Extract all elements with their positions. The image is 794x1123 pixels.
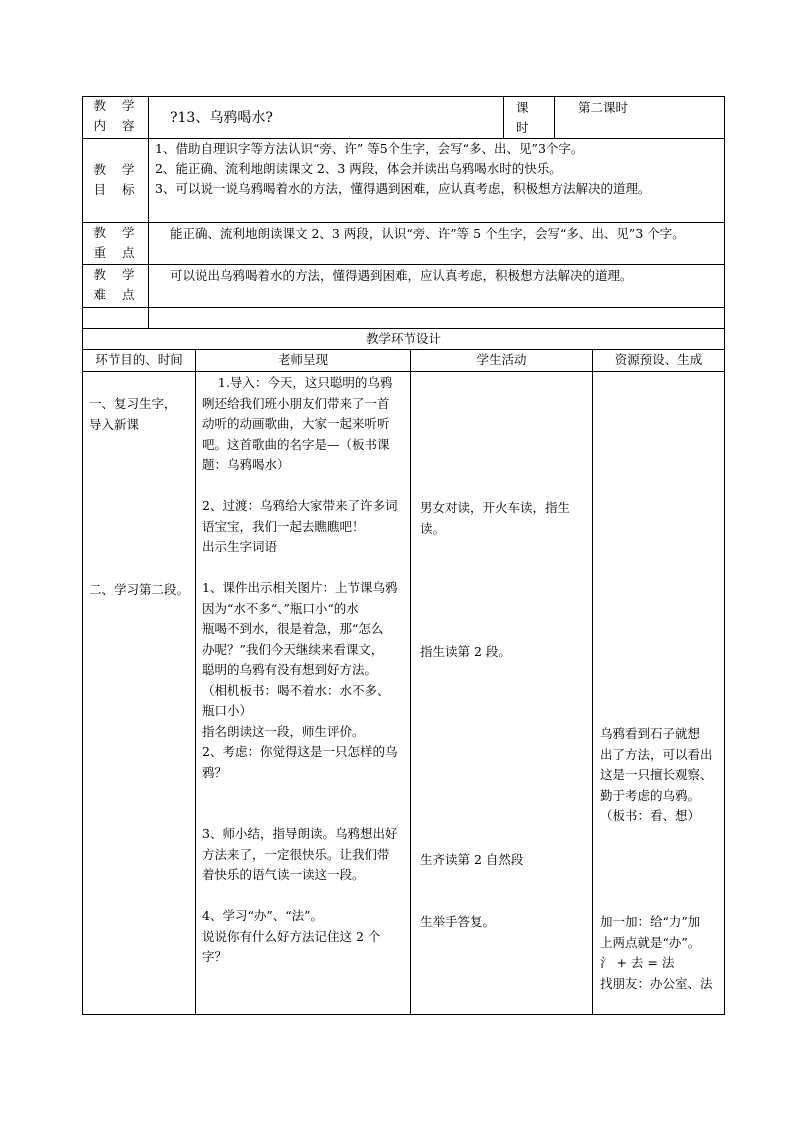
teacher-line: 语宝宝，我们一起去瞧瞧吧！ (202, 518, 365, 534)
key-points-label: 教 学 重 点 (93, 225, 141, 260)
teacher-line (202, 886, 397, 907)
teacher-line: 吧。这首歌曲的名字是—（板书课 (202, 436, 390, 452)
teacher-line (202, 476, 397, 497)
teacher-line: 出示生字词语 (202, 539, 278, 554)
teacher-line: 1、课件出示相关图片：上节课乌鸦 (202, 580, 398, 595)
teacher-line: 瓶口小） (202, 703, 253, 718)
teacher-line: 瓶喝不到水，很是着急，那“怎么 (202, 621, 384, 636)
student-activity-2: 指生读第 2 段。 (420, 644, 511, 659)
student-activity-4: 生举手答复。 (420, 914, 496, 929)
column-header-stage: 环节目的、时间 (95, 352, 183, 367)
teacher-line (202, 804, 397, 825)
teacher-line: 咧还给我们班小朋友们带来了一首 (202, 395, 390, 411)
teacher-line: 题：乌鸦喝水） (202, 457, 290, 472)
goal-line: 2、能正确、流利地朗读课文 2、3 两段，体会并读出乌鸦喝水时的快乐。 (155, 161, 562, 176)
teacher-line: 2、考虑：你觉得这是一只怎样的乌 (202, 744, 398, 759)
goal-line: 1、借助自理识字等方法认识“旁、许” 等5个生字，会写“多、出、见”3个字。 (155, 141, 584, 156)
student-activity-1: 男女对读，开火车读，指生 读。 (420, 500, 571, 536)
teacher-line: 3、师小结，指导朗读。乌鸦想出好 (202, 826, 398, 841)
teacher-line: 1.导入：今天，这只聪明的乌鸦 (202, 375, 393, 390)
teacher-line: 字？ (202, 949, 228, 964)
difficulties-text: 可以说出乌鸦喝着水的方法，懂得遇到困难，应认真考虑，积极想方法解决的道理。 (170, 268, 633, 283)
period-value: 第二课时 (578, 100, 629, 115)
design-section-title: 教学环节设计 (365, 331, 441, 346)
student-activity-3: 生齐读第 2 自然段 (420, 852, 524, 867)
teacher-line: 办呢？”我们今天继续来看课文， (202, 641, 384, 657)
goals-text (155, 139, 650, 199)
column-header-teacher: 老师呈现 (277, 352, 328, 367)
teacher-line: 动听的动画歌曲，大家一起来听听 (202, 416, 390, 431)
teacher-line: 指名朗读这一段，师生评价。 (202, 723, 365, 739)
resource-note-1: 乌鸦看到石子就想 出了方法，可以看出 这是一只擅长观察、 勤于考虑的乌鸦。 （板书：看、想） (600, 726, 713, 823)
resource-note-2: 加一加：给“力”加 上两点就是“办”。 氵 + 去 = 法 找朋友：办公室、法 (600, 914, 713, 991)
goal-line: 3、可以说一说乌鸦喝着水的方法，懂得遇到困难，应认真考虑，积极想方法解决的道理。 (155, 181, 651, 196)
stage-2: 二、学习第二段。 (89, 582, 190, 597)
teacher-line: 4、学习“办”、“法”。 (202, 908, 324, 923)
teacher-line: （相机板书：喝不着水：水不多、 (202, 682, 390, 698)
stage-1: 一、复习生字， 导入新课 (89, 396, 177, 432)
teacher-line (202, 783, 397, 804)
teacher-line: 鸦？ (202, 764, 228, 780)
key-points-text: 能正确、流利地朗读课文 2、3 两段，认识“旁、许”等 5 个生字，会写“多、出、见”3 个字。 (170, 226, 685, 241)
teacher-line: 说说你有什么好方法记住这 2 个 (202, 928, 381, 944)
column-header-resource: 资源预设、生成 (614, 352, 703, 367)
period-label-top: 课 (516, 100, 529, 115)
teacher-line: 因为“水不多“、”瓶口小“的水 (202, 600, 359, 616)
teacher-presentation (202, 373, 397, 968)
teacher-line: 方法来了，一定很快乐。让我们带 (202, 846, 390, 862)
teacher-line (202, 558, 397, 579)
difficulties-label: 教 学 难 点 (93, 267, 141, 302)
column-header-student: 学生活动 (476, 352, 527, 367)
goals-label: 教 学 目 标 (93, 162, 141, 197)
lesson-title: ?13、乌鸦喝水? (170, 110, 273, 126)
period-label-bottom: 时 (516, 120, 529, 135)
content-label: 教 学 内 容 (93, 98, 141, 133)
teacher-line: 着快乐的语气读一读这一段。 (202, 867, 365, 882)
teacher-line: 2、过渡：乌鸦给大家带来了许多词 (202, 498, 398, 513)
teacher-line: 聪明的乌鸦有没有想到好方法。 (202, 662, 378, 677)
